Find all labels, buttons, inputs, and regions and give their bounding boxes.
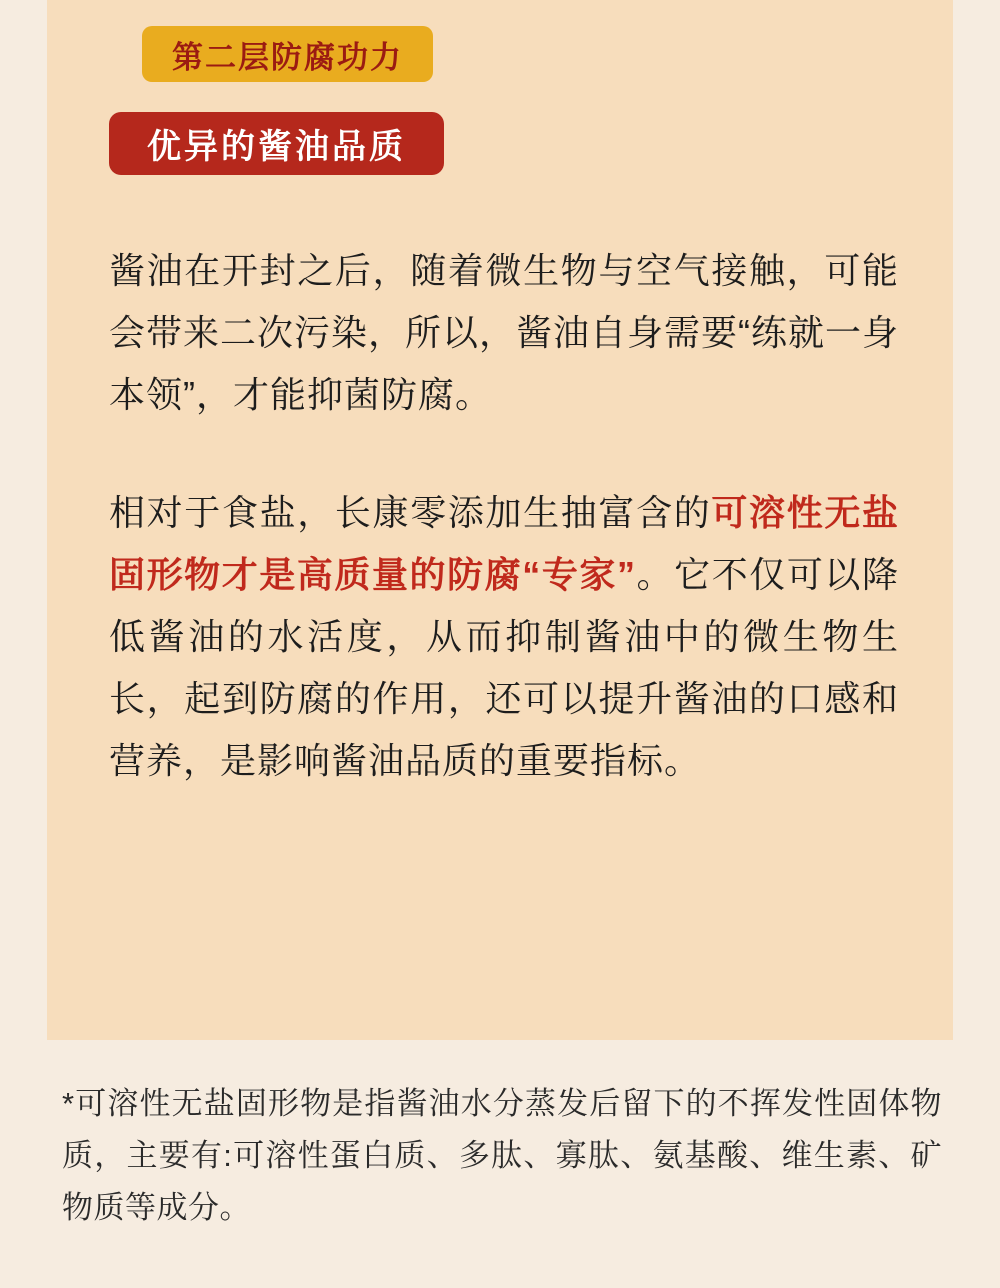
section-title-banner: [109, 112, 444, 175]
content-card: [47, 0, 953, 1040]
body-text-block: [109, 240, 899, 792]
paragraph-2: [109, 482, 899, 792]
footnote-text: *可溶性无盐固形物是指酱油水分蒸发后留下的不挥发性固体物质，主要有:可溶性蛋白质、多肽、寡肽、氨基酸、维生素、矿物质等成分。: [62, 1086, 942, 1225]
paragraph-2-tail: 。它不仅可以降低酱油的水活度，从而抑制酱油中的微生物生长，起到防腐的作用，还可以提升酱油的口感和营养，是影响酱油品质的重要指标。: [109, 554, 899, 781]
paragraph-1: 酱油在开封之后，随着微生物与空气接触，可能会带来二次污染，所以，酱油自身需要“练就一身本领”，才能抑菌防腐。: [109, 250, 899, 415]
section-tag-label: 第二层防腐功力: [172, 39, 403, 75]
paragraph-2-lead: 相对于食盐，长康零添加生抽富含的: [109, 492, 712, 533]
section-tag-badge: [142, 26, 433, 82]
paragraph-2-highlight: 可溶性无盐固形物才是高质量的防腐“专家”: [109, 492, 899, 595]
section-title-label: 优异的酱油品质: [147, 128, 406, 166]
